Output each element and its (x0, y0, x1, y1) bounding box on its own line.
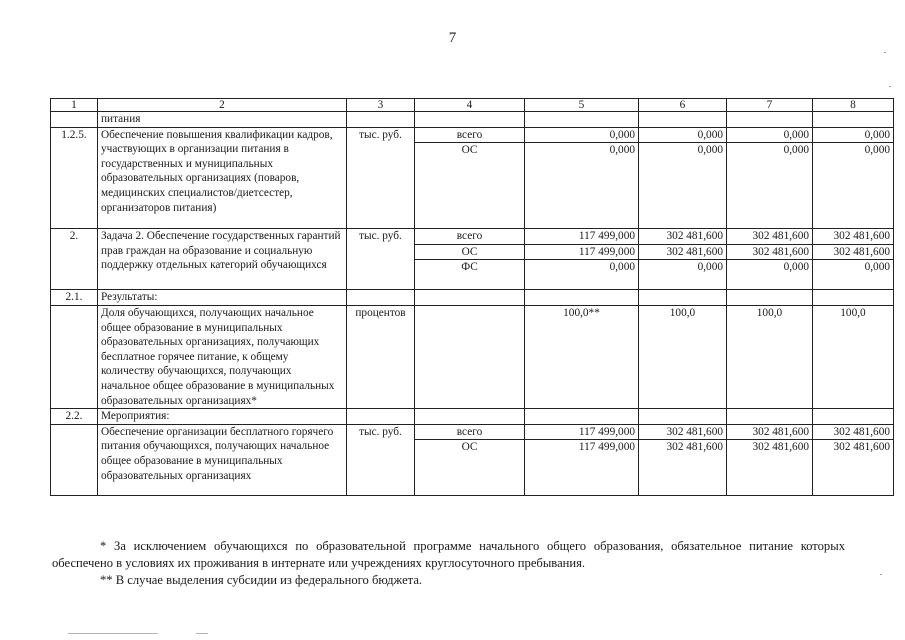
row-name: Результаты: (98, 290, 347, 306)
value-cell: 100,0 (813, 305, 894, 408)
table-row (51, 127, 894, 143)
value-cell: 302 481,600 (727, 424, 813, 440)
value-cell: 0,000 (525, 260, 639, 290)
value-cell: 302 481,600 (813, 244, 894, 260)
header-row (51, 99, 894, 112)
value-cell: 0,000 (727, 143, 813, 229)
row-number: 2.2. (51, 409, 98, 425)
value-cell: 302 481,600 (813, 229, 894, 245)
header-cell: 3 (347, 99, 415, 112)
value-cell: 0,000 (525, 127, 639, 143)
value-cell: 100,0 (727, 305, 813, 408)
row-name: Задача 2. Обеспечение государственных гарантий прав граждан на образование и социальную поддержку отдельных категорий обучающихся (98, 229, 347, 290)
header-cell: 6 (639, 99, 727, 112)
value-cell: 0,000 (813, 143, 894, 229)
source-cell: ОС (415, 244, 525, 260)
header-cell: 7 (727, 99, 813, 112)
table-row (51, 112, 894, 128)
value-cell: 302 481,600 (639, 244, 727, 260)
value-cell: 0,000 (813, 260, 894, 290)
footnote: * За исключением обучающихся по образовательной программе начального общего образования, обязательное питание которых обеспечено в условиях их проживания в интернате или учреждениях круглосуточного пребывания. (52, 539, 845, 570)
value-cell: 117 499,000 (525, 229, 639, 245)
row-unit: процентов (347, 305, 415, 408)
value-cell: 0,000 (525, 143, 639, 229)
row-unit: тыс. руб. (347, 424, 415, 496)
row-name: Обеспечение повышения квалификации кадров, участвующих в организации питания в государственных и муниципальных образовательных организациях (поваров, медицинских специалистов/диетсестер, организаторов питания) (98, 127, 347, 229)
value-cell: 302 481,600 (639, 424, 727, 440)
value-cell: 0,000 (639, 127, 727, 143)
page-number: 7 (448, 30, 457, 46)
value-cell: 302 481,600 (639, 229, 727, 245)
value-cell: 117 499,000 (525, 440, 639, 496)
row-name: Доля обучающихся, получающих начальное общее образование в муниципальных образовательных организациях, получающих бесплатное горячее питание, к общему количеству обучающихся, получающих начальное общее образование в муниципальных образовательных организациях* (98, 305, 347, 408)
header-cell: 2 (98, 99, 347, 112)
header-cell: 4 (415, 99, 525, 112)
row-unit: тыс. руб. (347, 229, 415, 290)
source-cell: ОС (415, 143, 525, 229)
row-number: 2. (51, 229, 98, 290)
table-row (51, 305, 894, 408)
source-cell: ФС (415, 260, 525, 290)
table-row (51, 424, 894, 440)
value-cell: 0,000 (727, 260, 813, 290)
value-cell: 302 481,600 (813, 424, 894, 440)
value-cell: 100,0 (639, 305, 727, 408)
row-name: Мероприятия: (98, 409, 347, 425)
value-cell: 117 499,000 (525, 424, 639, 440)
value-cell: 0,000 (639, 260, 727, 290)
table-row (51, 409, 894, 425)
row-name: питания (98, 112, 347, 128)
source-cell: всего (415, 127, 525, 143)
header-cell: 8 (813, 99, 894, 112)
value-cell: 0,000 (727, 127, 813, 143)
scan-artifact (889, 86, 891, 87)
scan-artifact (68, 633, 158, 634)
scan-artifact (880, 574, 882, 575)
footnote: ** В случае выделения субсидии из федерального бюджета. (100, 573, 423, 587)
value-cell: 0,000 (639, 143, 727, 229)
value-cell: 302 481,600 (727, 229, 813, 245)
table-row (51, 229, 894, 245)
value-cell: 100,0** (525, 305, 639, 408)
value-cell: 302 481,600 (639, 440, 727, 496)
scan-artifact (196, 633, 208, 634)
row-unit: тыс. руб. (347, 127, 415, 229)
value-cell: 117 499,000 (525, 244, 639, 260)
header-cell: 5 (525, 99, 639, 112)
value-cell: 302 481,600 (727, 244, 813, 260)
source-cell: всего (415, 424, 525, 440)
footnotes (52, 538, 845, 589)
source-cell: ОС (415, 440, 525, 496)
table-row (51, 290, 894, 306)
header-cell: 1 (51, 99, 98, 112)
budget-table (50, 98, 894, 496)
value-cell: 0,000 (813, 127, 894, 143)
source-cell: всего (415, 229, 525, 245)
row-name: Обеспечение организации бесплатного горячего питания обучающихся, получающих начальное общее образование в муниципальных образовательных организациях (98, 424, 347, 496)
value-cell: 302 481,600 (727, 440, 813, 496)
scan-artifact (884, 52, 886, 53)
row-number: 2.1. (51, 290, 98, 306)
row-number: 1.2.5. (51, 127, 98, 229)
value-cell: 302 481,600 (813, 440, 894, 496)
